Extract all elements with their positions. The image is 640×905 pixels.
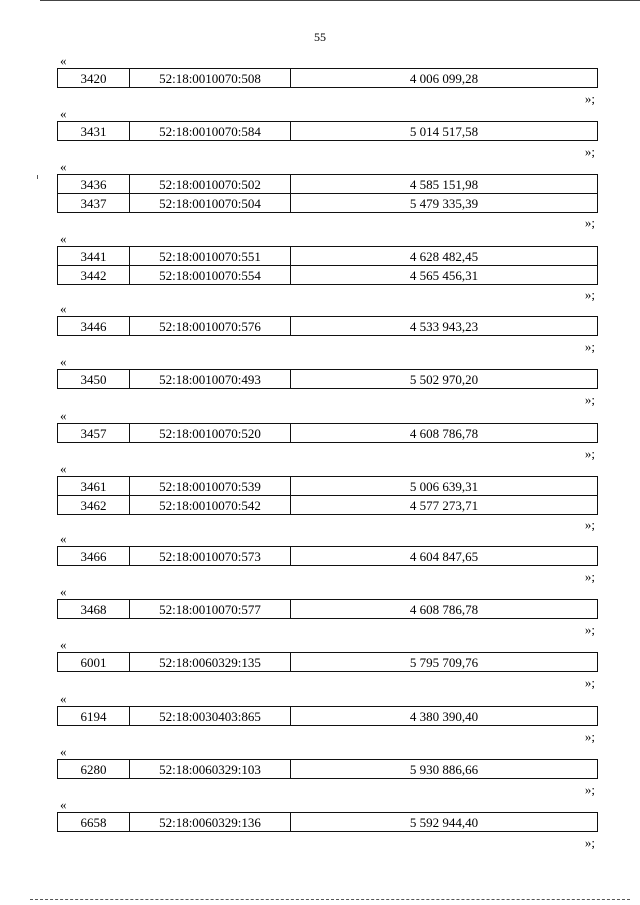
cadastral-value-cell: 4 006 099,28 (291, 69, 598, 88)
cadastral-value-cell: 4 565 456,31 (291, 266, 598, 285)
cadastral-value-cell: 5 795 709,76 (291, 653, 598, 672)
amendment-table (57, 423, 598, 443)
table-row (58, 760, 598, 779)
amendment-table (57, 121, 598, 141)
table-row (58, 247, 598, 266)
table-row (58, 707, 598, 726)
cadastral-number-cell: 52:18:0010070:577 (130, 600, 291, 619)
table-row (58, 194, 598, 213)
amendment-table (57, 652, 598, 672)
cadastral-value-cell: 5 479 335,39 (291, 194, 598, 213)
table-row (58, 175, 598, 194)
row-number-cell: 6658 (58, 813, 130, 832)
amendment-table (57, 476, 598, 515)
table-row (58, 496, 598, 515)
cadastral-number-cell: 52:18:0030403:865 (130, 707, 291, 726)
open-quote: « (60, 159, 67, 174)
row-number-cell: 6001 (58, 653, 130, 672)
cadastral-value-cell: 4 604 847,65 (291, 547, 598, 566)
cadastral-number-cell: 52:18:0010070:504 (130, 194, 291, 213)
table-row (58, 122, 598, 141)
close-quote: »; (584, 782, 595, 797)
amendment-table (57, 369, 598, 389)
table-row (58, 547, 598, 566)
open-quote: « (60, 797, 67, 812)
row-number-cell: 3446 (58, 317, 130, 336)
cadastral-value-cell: 4 577 273,71 (291, 496, 598, 515)
cadastral-number-cell: 52:18:0010070:493 (130, 370, 291, 389)
amendment-table (57, 546, 598, 566)
page-number: 55 (314, 30, 326, 44)
cadastral-number-cell: 52:18:0010070:554 (130, 266, 291, 285)
close-quote: »; (584, 339, 595, 354)
amendment-table (57, 812, 598, 832)
cadastral-value-cell: 4 380 390,40 (291, 707, 598, 726)
close-quote: »; (584, 144, 595, 159)
amendment-table (57, 174, 598, 213)
table-row (58, 370, 598, 389)
cadastral-number-cell: 52:18:0010070:576 (130, 317, 291, 336)
close-quote: »; (584, 622, 595, 637)
row-number-cell: 3450 (58, 370, 130, 389)
open-quote: « (60, 354, 67, 369)
close-quote: »; (584, 569, 595, 584)
cadastral-value-cell: 5 006 639,31 (291, 477, 598, 496)
cadastral-value-cell: 4 585 151,98 (291, 175, 598, 194)
close-quote: »; (584, 215, 595, 230)
cadastral-value-cell: 5 592 944,40 (291, 813, 598, 832)
bottom-rule (30, 899, 630, 900)
cadastral-value-cell: 4 608 786,78 (291, 600, 598, 619)
amendment-table (57, 316, 598, 336)
cadastral-value-cell: 4 533 943,23 (291, 317, 598, 336)
cadastral-number-cell: 52:18:0060329:103 (130, 760, 291, 779)
close-quote: »; (584, 446, 595, 461)
row-number-cell: 6194 (58, 707, 130, 726)
row-number-cell: 3420 (58, 69, 130, 88)
cadastral-number-cell: 52:18:0010070:551 (130, 247, 291, 266)
table-row (58, 813, 598, 832)
amendment-table (57, 68, 598, 88)
open-quote: « (60, 744, 67, 759)
amendment-table (57, 246, 598, 285)
open-quote: « (60, 53, 67, 68)
cadastral-number-cell: 52:18:0060329:135 (130, 653, 291, 672)
row-number-cell: 3442 (58, 266, 130, 285)
cadastral-value-cell: 5 014 517,58 (291, 122, 598, 141)
amendment-table (57, 599, 598, 619)
open-quote: « (60, 584, 67, 599)
cadastral-number-cell: 52:18:0010070:520 (130, 424, 291, 443)
table-row (58, 69, 598, 88)
close-quote: »; (584, 729, 595, 744)
row-number-cell: 3436 (58, 175, 130, 194)
cadastral-number-cell: 52:18:0010070:573 (130, 547, 291, 566)
close-quote: »; (584, 517, 595, 532)
cadastral-number-cell: 52:18:0010070:502 (130, 175, 291, 194)
cadastral-number-cell: 52:18:0060329:136 (130, 813, 291, 832)
row-number-cell: 3441 (58, 247, 130, 266)
close-quote: »; (584, 835, 595, 850)
close-quote: »; (584, 392, 595, 407)
open-quote: « (60, 637, 67, 652)
row-number-cell: 3437 (58, 194, 130, 213)
table-row (58, 266, 598, 285)
close-quote: »; (584, 675, 595, 690)
open-quote: « (60, 106, 67, 121)
table-row (58, 600, 598, 619)
open-quote: « (60, 691, 67, 706)
table-row (58, 424, 598, 443)
cadastral-number-cell: 52:18:0010070:584 (130, 122, 291, 141)
close-quote: »; (584, 287, 595, 302)
row-number-cell: 3466 (58, 547, 130, 566)
open-quote: « (60, 531, 67, 546)
table-row (58, 653, 598, 672)
row-number-cell: 3431 (58, 122, 130, 141)
table-row (58, 477, 598, 496)
close-quote: »; (584, 91, 595, 106)
open-quote: « (60, 231, 67, 246)
cadastral-number-cell: 52:18:0010070:539 (130, 477, 291, 496)
open-quote: « (60, 301, 67, 316)
row-number-cell: 6280 (58, 760, 130, 779)
open-quote: « (60, 408, 67, 423)
cadastral-value-cell: 5 930 886,66 (291, 760, 598, 779)
row-number-cell: 3457 (58, 424, 130, 443)
row-number-cell: 3468 (58, 600, 130, 619)
cadastral-number-cell: 52:18:0010070:508 (130, 69, 291, 88)
cadastral-value-cell: 4 628 482,45 (291, 247, 598, 266)
table-row (58, 317, 598, 336)
cadastral-number-cell: 52:18:0010070:542 (130, 496, 291, 515)
amendment-table (57, 706, 598, 726)
cadastral-value-cell: 5 502 970,20 (291, 370, 598, 389)
cadastral-value-cell: 4 608 786,78 (291, 424, 598, 443)
amendment-table (57, 759, 598, 779)
row-number-cell: 3461 (58, 477, 130, 496)
row-number-cell: 3462 (58, 496, 130, 515)
open-quote: « (60, 461, 67, 476)
